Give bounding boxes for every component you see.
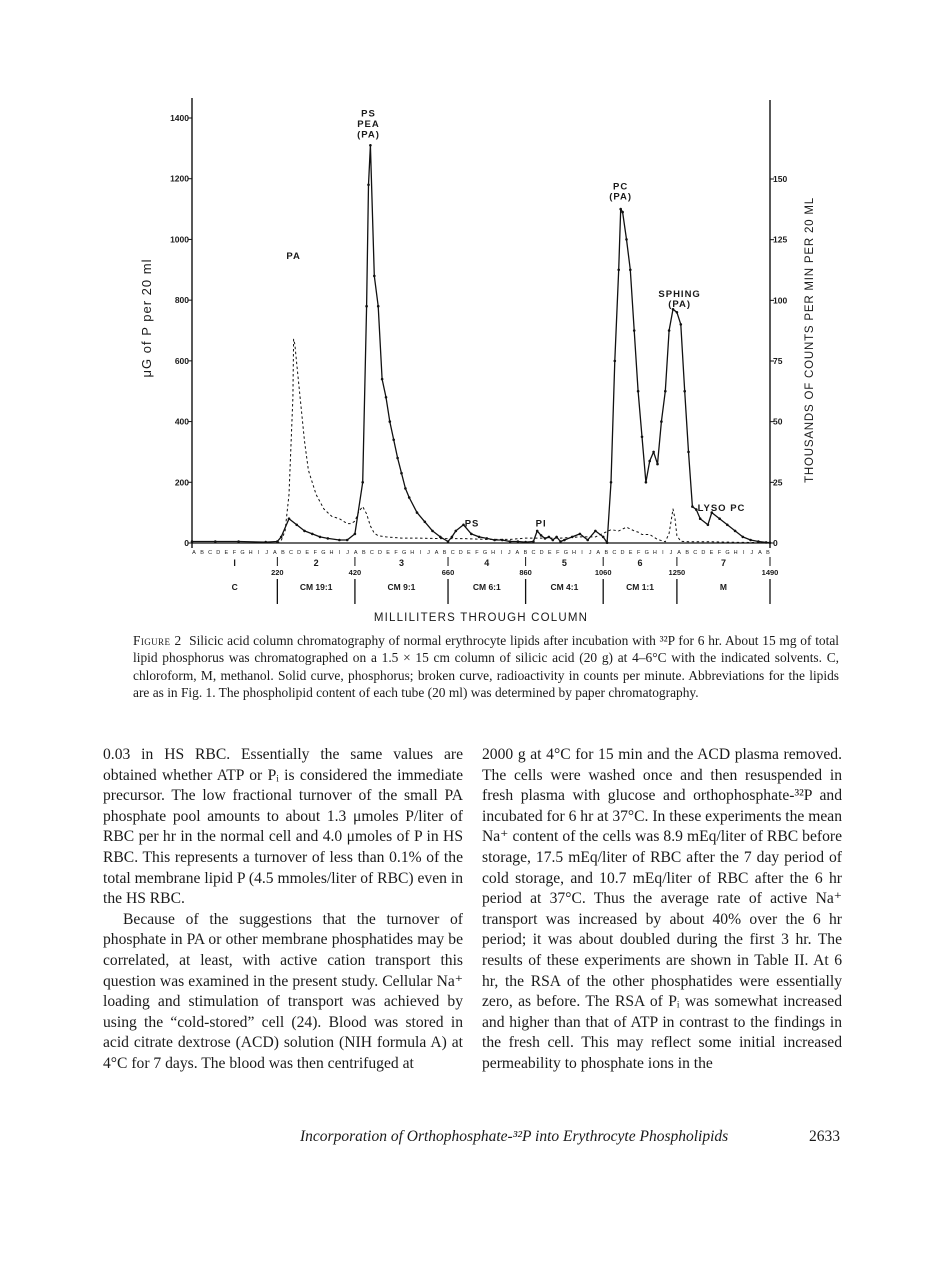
solvent-label: CM 4:1 bbox=[550, 582, 579, 592]
data-point bbox=[524, 541, 527, 544]
tube-letter: J bbox=[265, 550, 269, 556]
ml-tick-label: 1490 bbox=[761, 568, 779, 577]
data-point bbox=[707, 524, 710, 527]
data-point bbox=[617, 269, 620, 272]
tube-letter: J bbox=[346, 550, 349, 556]
tube-letter: B bbox=[685, 550, 689, 556]
fraction-number: 3 bbox=[398, 558, 404, 568]
x-axis-title: MILLILITERS THROUGH COLUMN bbox=[373, 612, 589, 624]
data-point bbox=[734, 530, 737, 533]
tube-letter: G bbox=[402, 550, 407, 556]
fraction-number: I bbox=[233, 558, 236, 568]
tube-letter: I bbox=[500, 550, 502, 556]
solvent-label: CM 6:1 bbox=[472, 582, 501, 592]
solvent-label: CM 9:1 bbox=[387, 582, 416, 592]
caption-text: Silicic acid column chromatography of normal erythrocyte lipids after incubation with ³²P for 6 hr. About 15 mg of total lipid phosphorus was chromatographed on a 1.5 × 15 cm column of silicic acid (20 g) at 4–6°C with the indicated solvents. C, chloroform, M, methanol. Solid curve, phosphorus; broken curve, radioactivity in counts per minute. Abbreviations for the lipids are as in Fig. 1. The phospholipid content of each tube (20 ml) was determined by paper chromatography. bbox=[133, 633, 839, 701]
data-point bbox=[354, 533, 357, 536]
tube-letter: I bbox=[662, 550, 664, 556]
data-point bbox=[346, 539, 349, 542]
data-point bbox=[619, 208, 622, 211]
data-point bbox=[742, 536, 745, 539]
y-left-tick-label: 800 bbox=[174, 295, 189, 306]
page-number: 2633 bbox=[809, 1128, 840, 1145]
data-point bbox=[637, 390, 640, 393]
tube-letter: D bbox=[458, 550, 463, 556]
y-right-tick-label: 50 bbox=[773, 416, 783, 427]
ml-tick-label: 420 bbox=[348, 568, 362, 577]
tube-letter: B bbox=[523, 550, 528, 556]
y-right-tick-label: 150 bbox=[773, 174, 788, 184]
data-point bbox=[295, 524, 298, 527]
data-point bbox=[400, 472, 403, 475]
tube-letter: H bbox=[329, 550, 334, 556]
data-point bbox=[451, 536, 454, 539]
body-column-left bbox=[103, 745, 463, 1075]
tube-letter: B bbox=[200, 550, 204, 556]
data-point bbox=[470, 533, 473, 536]
data-point bbox=[683, 390, 686, 393]
tube-letter: F bbox=[717, 550, 722, 556]
tube-letter: A bbox=[434, 550, 439, 556]
tube-letter: C bbox=[693, 550, 698, 556]
tube-letter: I bbox=[257, 550, 260, 556]
y-left-tick-label: 1400 bbox=[170, 113, 189, 123]
data-point bbox=[338, 539, 341, 542]
tube-letter: D bbox=[539, 550, 544, 556]
tube-letter: J bbox=[588, 550, 592, 556]
fraction-number: 5 bbox=[561, 558, 567, 568]
ml-tick-label: 860 bbox=[519, 568, 532, 577]
data-point bbox=[396, 457, 399, 460]
tube-letter: B bbox=[604, 550, 609, 556]
tube-letter: F bbox=[394, 550, 398, 556]
data-point bbox=[408, 496, 411, 499]
data-point bbox=[377, 305, 380, 308]
peak-label: PC bbox=[613, 181, 629, 193]
data-point bbox=[586, 539, 589, 542]
body-paragraph: 0.03 in HS RBC. Essentially the same values are obtained whether ATP or Pᵢ is considered the immediate precursor. The low fractional turnover of the small PA phosphate pool amounts to about 1.3 μmoles P/liter of RBC per hr in the normal cell and 4.0 μmoles of P in HS RBC. This represents a turnover of less than 0.1% of the total membrane lipid P (4.5 mmoles/liter of RBC) even in the HS RBC. bbox=[103, 746, 463, 908]
data-point bbox=[687, 451, 690, 454]
tube-letter: F bbox=[475, 550, 479, 556]
ml-tick-label: 1250 bbox=[668, 568, 686, 577]
data-point bbox=[641, 436, 644, 439]
data-point bbox=[431, 530, 434, 533]
data-point bbox=[478, 536, 481, 539]
tube-letter: A bbox=[677, 550, 681, 556]
peak-label: PA bbox=[286, 251, 301, 263]
tube-letter: C bbox=[450, 550, 455, 556]
tube-letter: B bbox=[442, 550, 447, 556]
data-point bbox=[621, 211, 624, 214]
data-point bbox=[424, 521, 427, 524]
tube-letter: G bbox=[240, 550, 245, 556]
data-point bbox=[668, 329, 671, 332]
y-right-tick-label: 75 bbox=[773, 356, 783, 366]
tube-letter: D bbox=[216, 550, 221, 556]
data-point bbox=[691, 505, 694, 508]
data-point bbox=[660, 420, 663, 423]
peak-label: (PA) bbox=[609, 191, 633, 203]
data-point bbox=[749, 539, 752, 542]
data-point bbox=[532, 540, 535, 543]
data-point bbox=[559, 540, 562, 543]
peak-label: PI bbox=[535, 518, 547, 530]
data-point bbox=[416, 511, 419, 514]
tube-letter: A bbox=[192, 550, 196, 556]
data-point bbox=[385, 396, 388, 399]
y-right-tick-label: 25 bbox=[773, 477, 783, 488]
tube-letter: H bbox=[410, 550, 415, 556]
data-point bbox=[625, 238, 628, 241]
data-point bbox=[455, 530, 458, 533]
fraction-number: 7 bbox=[720, 558, 726, 568]
solvent-label: M bbox=[719, 582, 727, 592]
caption-label: Figure 2 bbox=[133, 633, 182, 648]
data-point bbox=[392, 439, 395, 442]
peak-label: PS bbox=[361, 108, 376, 120]
data-point bbox=[718, 517, 721, 520]
solvent-label: C bbox=[231, 582, 238, 592]
tube-letter: C bbox=[612, 550, 617, 556]
y-left-axis-title: μG of P per 20 ml bbox=[139, 258, 154, 378]
tube-letter: E bbox=[628, 550, 633, 556]
tube-letter: J bbox=[669, 550, 673, 556]
tube-letter: C bbox=[289, 550, 294, 556]
y-left-tick-label: 600 bbox=[174, 355, 189, 366]
tube-letter: B bbox=[361, 550, 366, 556]
tube-letter: A bbox=[515, 550, 520, 556]
body-paragraph: Because of the suggestions that the turnover of phosphate in PA or other membrane phosphatides may be correlated, at least, with active cation transport this question was examined in the present study. Cellular Na⁺ loading and stimulation of transport was achieved by using the “cold-stored” cell (24). Blood was stored in acid citrate dextrose (ACD) solution (NIH formula A) at 4°C for 7 days. The blood was then centrifuged at bbox=[103, 910, 463, 1072]
data-point bbox=[517, 540, 520, 543]
data-point bbox=[447, 540, 450, 543]
data-point bbox=[579, 533, 582, 536]
solvent-label: CM 1:1 bbox=[626, 582, 654, 592]
data-point bbox=[361, 481, 364, 484]
tube-letter: F bbox=[232, 550, 237, 556]
ml-tick-label: 220 bbox=[271, 568, 284, 577]
tube-letter: C bbox=[369, 550, 374, 556]
tube-letter: G bbox=[482, 550, 488, 556]
data-point bbox=[726, 524, 729, 527]
data-point bbox=[509, 540, 512, 543]
data-point bbox=[656, 463, 659, 466]
peak-label: (PA) bbox=[357, 129, 380, 141]
tube-letter: E bbox=[386, 550, 390, 556]
data-point bbox=[237, 540, 240, 543]
data-point bbox=[404, 487, 407, 490]
phosphorus-curve bbox=[192, 145, 770, 542]
tube-letter: J bbox=[750, 550, 754, 556]
tube-letter: B bbox=[766, 550, 770, 556]
data-point bbox=[563, 539, 566, 542]
running-title: Incorporation of Orthophosphate-³²P into Erythrocyte Phospholipids bbox=[300, 1128, 729, 1145]
tube-letter: B bbox=[281, 550, 285, 556]
data-point bbox=[367, 184, 370, 187]
data-point bbox=[311, 533, 314, 536]
data-point bbox=[699, 517, 702, 520]
data-point bbox=[288, 517, 291, 520]
ml-tick-label: 660 bbox=[441, 568, 455, 577]
data-point bbox=[676, 311, 679, 314]
tube-letter: F bbox=[636, 550, 641, 556]
body-column-right bbox=[482, 745, 842, 1075]
data-point bbox=[264, 541, 267, 544]
peak-label: (PA) bbox=[668, 298, 692, 310]
chromatography-figure bbox=[0, 0, 936, 630]
data-point bbox=[629, 269, 632, 272]
tube-letter: A bbox=[273, 550, 277, 556]
tube-letter: I bbox=[419, 550, 422, 556]
y-right-tick-label: 0 bbox=[773, 538, 778, 548]
y-right-tick-label: 100 bbox=[773, 295, 788, 306]
data-point bbox=[602, 536, 605, 539]
tube-letter: E bbox=[709, 550, 714, 556]
tube-letter: D bbox=[620, 550, 625, 556]
page-footer bbox=[300, 1128, 840, 1146]
tube-letter: H bbox=[248, 550, 253, 556]
y-left-tick-label: 400 bbox=[174, 416, 189, 427]
fraction-number: 6 bbox=[637, 558, 643, 568]
tube-letter: G bbox=[725, 550, 730, 556]
ml-tick-label: 1060 bbox=[594, 568, 612, 577]
y-left-tick-label: 200 bbox=[174, 477, 189, 488]
data-point bbox=[680, 323, 683, 326]
data-point bbox=[606, 541, 609, 544]
data-point bbox=[594, 530, 597, 533]
data-point bbox=[614, 360, 617, 363]
tube-letter: I bbox=[742, 550, 745, 556]
data-point bbox=[327, 537, 330, 540]
tube-letter: D bbox=[297, 550, 302, 556]
tube-letter: E bbox=[467, 550, 471, 556]
tube-letter: D bbox=[377, 550, 382, 556]
data-point bbox=[319, 536, 322, 539]
data-point bbox=[373, 275, 376, 278]
data-point bbox=[610, 481, 613, 484]
y-right-tick-label: 125 bbox=[773, 234, 788, 245]
peak-label: LYSO PC bbox=[697, 503, 746, 515]
tube-letter: C bbox=[531, 550, 536, 556]
tube-letter: F bbox=[313, 550, 317, 556]
tube-letter: I bbox=[338, 550, 341, 556]
data-point bbox=[369, 144, 372, 147]
body-paragraph: 2000 g at 4°C for 15 min and the ACD plasma removed. The cells were washed once and then resuspended in fresh plasma with glucose and orthophosphate-³²P and incubated for 6 hr at 37°C. In these experiments the mean Na⁺ content of the cells was 8.9 mEq/liter of RBC before storage, 17.5 mEq/liter of RBC after the 7 day period of cold storage, and 10.7 mEq/liter of RBC after the 6 hr period at 37°C. Thus the average rate of active Na⁺ transport was increased by about 40% over the 6 hr period; it was about doubled during the first 3 hr. The results of these experiments are shown in Table II. At 6 hr, the RSA of the other phosphatides were essentially zero, as before. The RSA of Pᵢ was somewhat increased and higher than that of ATP in contrast to the findings in the fresh cell. This may reflect some initial increased permeability to phosphate ions in the bbox=[482, 746, 843, 1072]
y-left-tick-label: 1200 bbox=[170, 173, 189, 184]
tube-letter: A bbox=[596, 550, 601, 556]
data-point bbox=[280, 536, 283, 539]
tube-letter: H bbox=[491, 550, 496, 556]
tube-letter: E bbox=[547, 550, 552, 556]
y-left-tick-label: 0 bbox=[184, 538, 189, 548]
data-point bbox=[552, 539, 555, 542]
peak-label: PEA bbox=[357, 119, 380, 131]
fraction-number: 2 bbox=[313, 558, 319, 568]
tube-letter: F bbox=[556, 550, 560, 556]
fraction-number: 4 bbox=[484, 558, 490, 568]
y-left-tick-label: 1000 bbox=[170, 234, 189, 245]
data-point bbox=[214, 540, 217, 543]
data-point bbox=[191, 540, 194, 543]
tube-letter: H bbox=[733, 550, 738, 556]
tube-letter: H bbox=[571, 550, 576, 556]
peak-label: PS bbox=[464, 518, 480, 530]
data-point bbox=[381, 378, 384, 381]
data-point bbox=[540, 534, 543, 537]
solvent-label: CM 19:1 bbox=[299, 582, 333, 592]
tube-letter: A bbox=[758, 550, 762, 556]
data-point bbox=[303, 530, 306, 533]
peak-label: SPHING bbox=[658, 289, 701, 301]
tube-letter: G bbox=[321, 550, 326, 556]
figure-caption bbox=[133, 632, 839, 702]
data-point bbox=[664, 390, 667, 393]
data-point bbox=[548, 536, 551, 539]
tube-letter: J bbox=[427, 550, 430, 556]
tube-letter: I bbox=[581, 550, 583, 556]
data-point bbox=[652, 451, 655, 454]
data-point bbox=[633, 329, 636, 332]
data-point bbox=[365, 305, 368, 308]
data-point bbox=[648, 460, 651, 463]
tube-letter: C bbox=[208, 550, 213, 556]
tube-letter: E bbox=[224, 550, 229, 556]
tube-letter: J bbox=[507, 550, 511, 556]
y-right-axis-title: THOUSANDS OF COUNTS PER MIN PER 20 ML bbox=[804, 197, 816, 483]
tube-letter: A bbox=[353, 550, 358, 556]
tube-letter: D bbox=[701, 550, 706, 556]
tube-letter: G bbox=[644, 550, 649, 556]
tube-letter: H bbox=[652, 550, 657, 556]
data-point bbox=[439, 536, 442, 539]
tube-letter: E bbox=[305, 550, 310, 556]
data-point bbox=[645, 481, 648, 484]
tube-letter: G bbox=[563, 550, 569, 556]
data-point bbox=[389, 420, 392, 423]
data-point bbox=[536, 530, 539, 533]
